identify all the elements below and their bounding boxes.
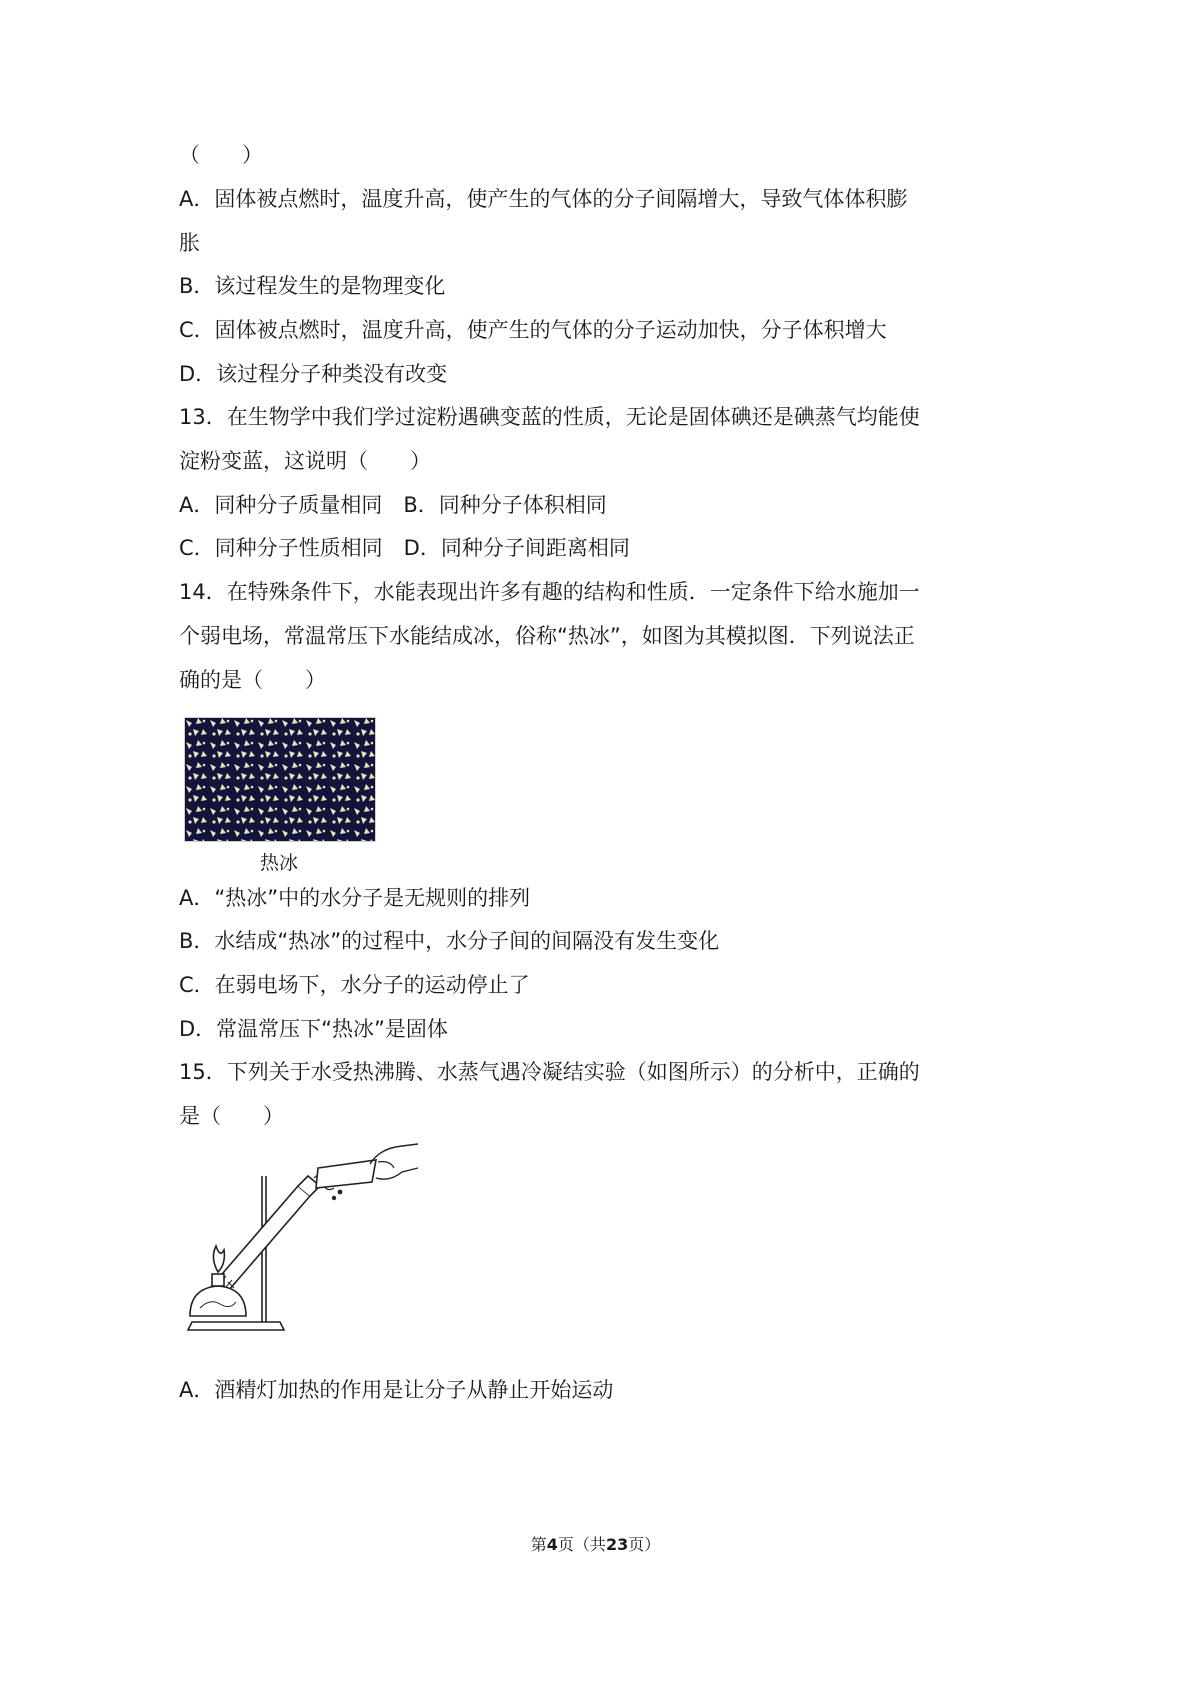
q14-stem-line1: 14．在特殊条件下，水能表现出许多有趣的结构和性质．一定条件下给水施加一 xyxy=(179,580,920,604)
hot-ice-figure xyxy=(184,717,376,842)
boiling-apparatus-figure xyxy=(180,1138,420,1338)
q13-options-ab: A．同种分子质量相同 B．同种分子体积相同 xyxy=(179,493,607,517)
option-c: C．固体被点燃时，温度升高，使产生的气体的分子运动加快，分子体积增大 xyxy=(179,318,887,342)
q15-stem-line1: 15．下列关于水受热沸腾、水蒸气遇冷凝结实验（如图所示）的分析中，正确的 xyxy=(179,1060,920,1084)
q14-option-b: B．水结成“热冰”的过程中，水分子间的间隔没有发生变化 xyxy=(179,929,720,953)
figure-caption: 热冰 xyxy=(260,852,299,874)
q14-option-a: A．“热冰”中的水分子是无规则的排列 xyxy=(179,886,531,910)
q13-options-cd: C．同种分子性质相同 D．同种分子间距离相同 xyxy=(179,536,630,560)
q15-option-a: A．酒精灯加热的作用是让分子从静止开始运动 xyxy=(179,1378,614,1402)
option-a-line1: A．固体被点燃时，温度升高，使产生的气体的分子间隔增大，导致气体体积膨 xyxy=(179,187,908,211)
q14-option-c: C．在弱电场下，水分子的运动停止了 xyxy=(179,973,530,997)
q13-stem-line2: 淀粉变蓝，这说明（ ） xyxy=(179,449,431,473)
option-d: D．该过程分子种类没有改变 xyxy=(179,362,448,386)
q15-stem-line2: 是（ ） xyxy=(179,1104,284,1128)
q14-stem-line3: 确的是（ ） xyxy=(179,668,326,692)
option-b: B．该过程发生的是物理变化 xyxy=(179,274,446,298)
q13-stem-line1: 13．在生物学中我们学过淀粉遇碘变蓝的性质，无论是固体碘还是碘蒸气均能使 xyxy=(179,405,920,429)
option-a-line2: 胀 xyxy=(179,231,200,255)
page-footer: 第4页（共23页） xyxy=(530,1535,661,1554)
q14-stem-line2: 个弱电场，常温常压下水能结成冰，俗称“热冰”，如图为其模拟图．下列说法正 xyxy=(179,624,915,648)
q14-option-d: D．常温常压下“热冰”是固体 xyxy=(179,1017,448,1041)
answer-brackets: （ ） xyxy=(179,143,263,167)
